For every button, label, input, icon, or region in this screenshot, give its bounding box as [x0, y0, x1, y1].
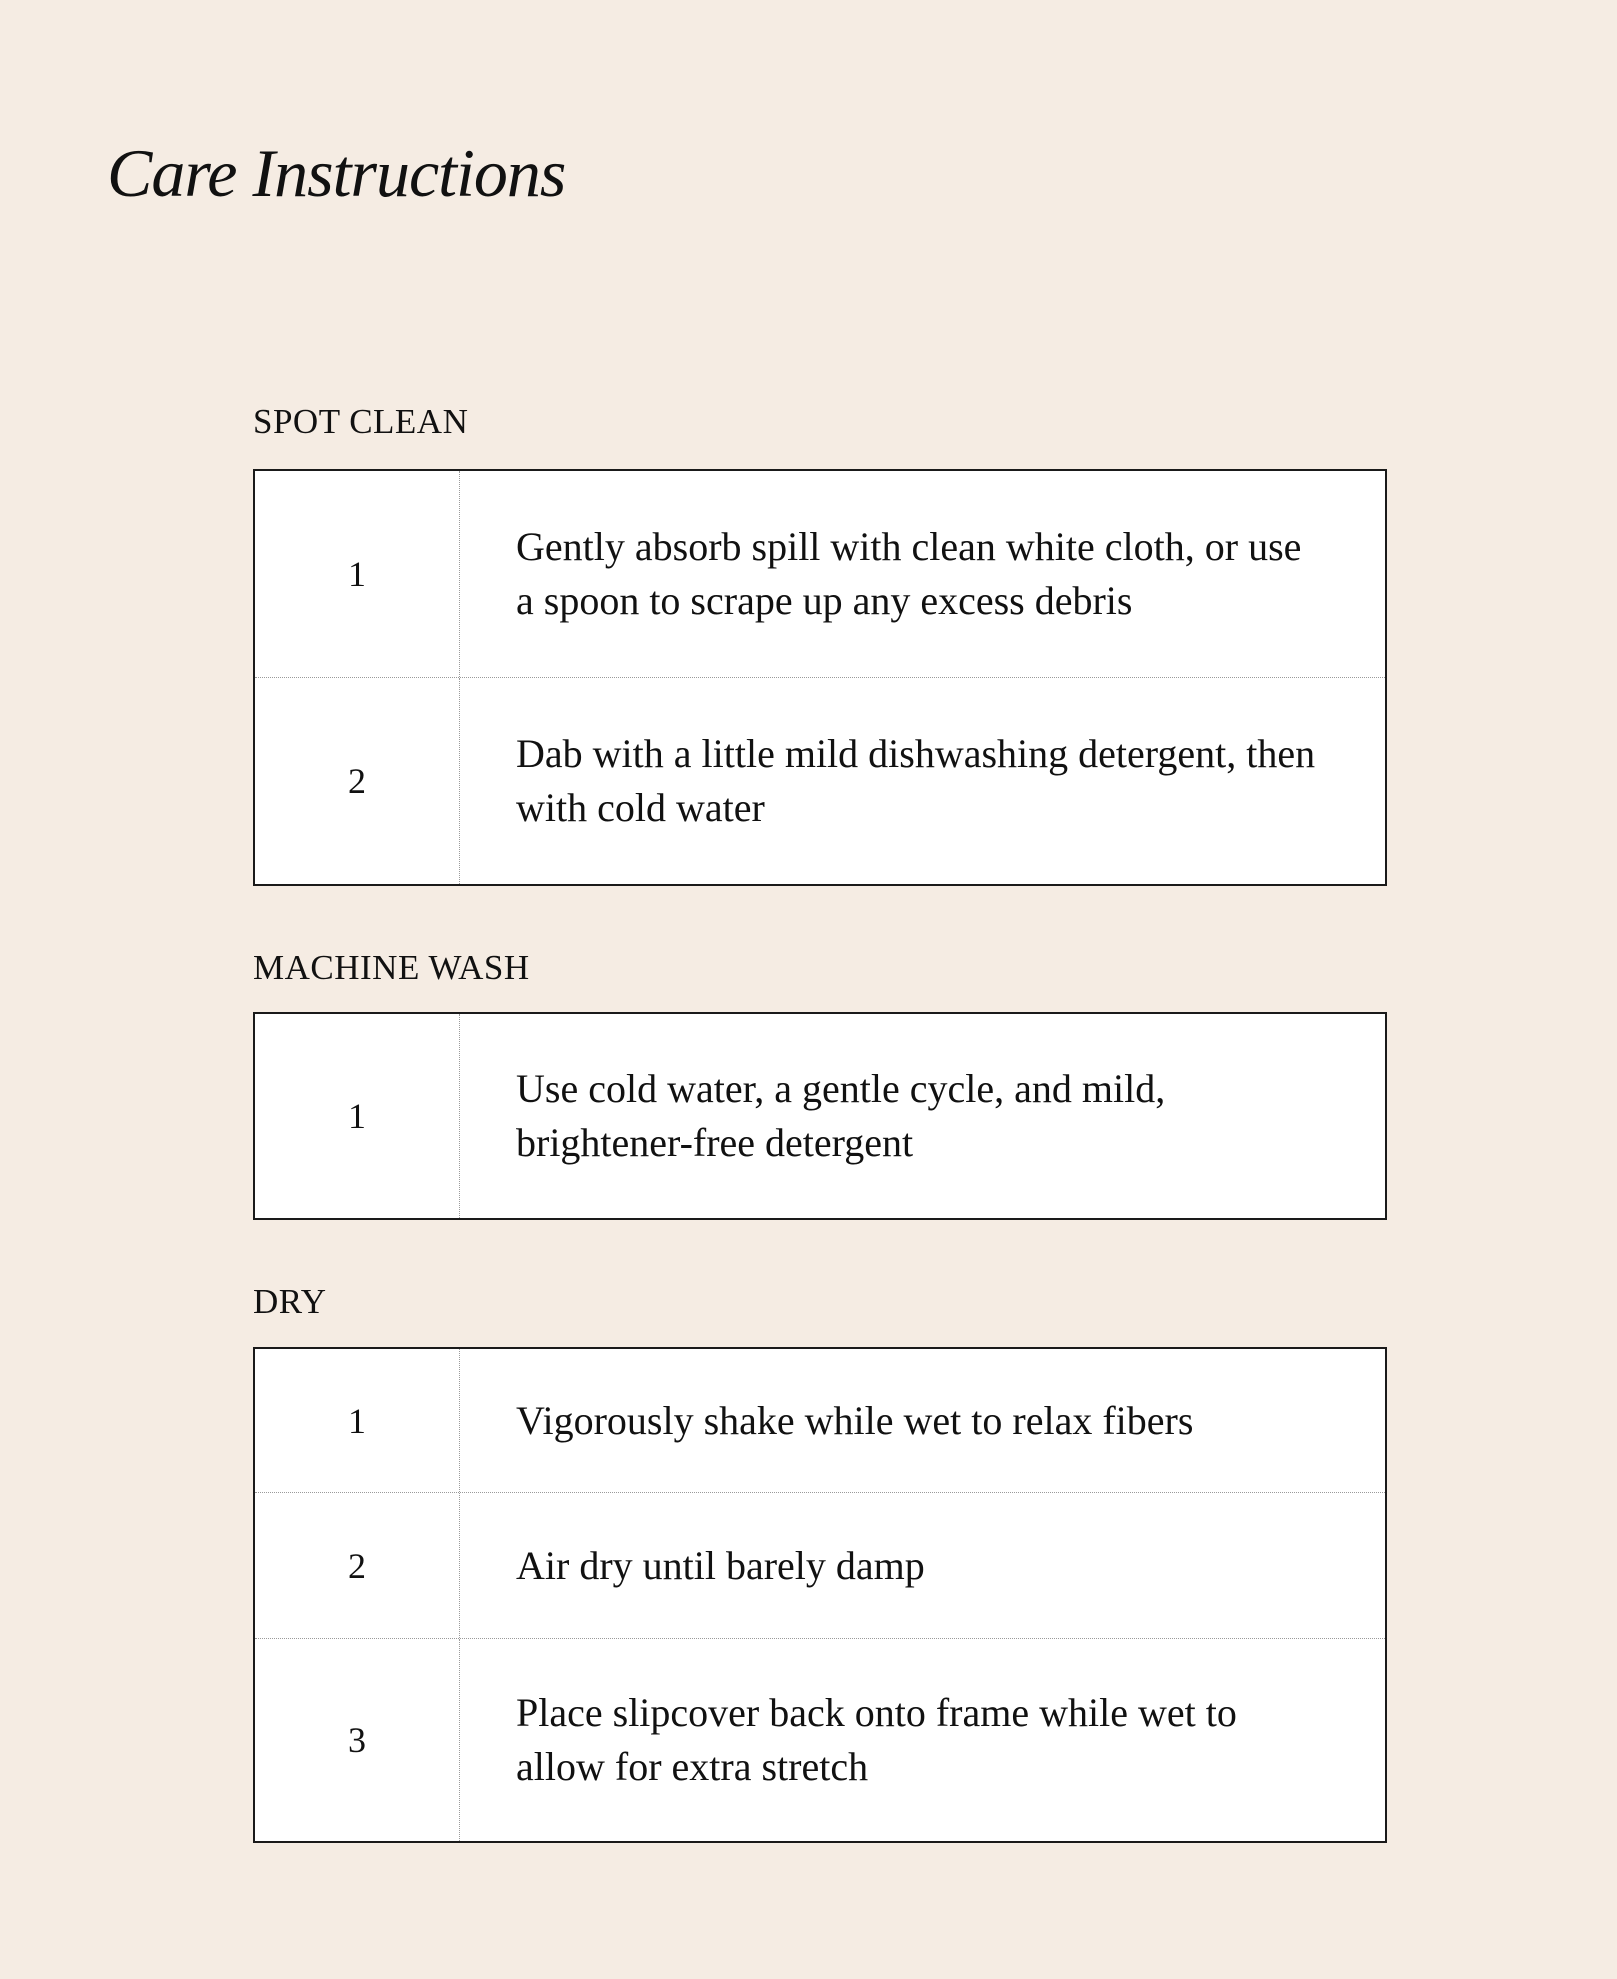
table-row [255, 1492, 1385, 1638]
step-text: Vigorously shake while wet to relax fibers [516, 1397, 1194, 1443]
table-row [255, 1014, 1385, 1218]
steps-table [253, 469, 1387, 886]
table-row [255, 1349, 1385, 1492]
section-machine-wash [253, 946, 1387, 1220]
steps-table [253, 1012, 1387, 1220]
section-spot-clean [253, 400, 1387, 886]
section-heading: MACHINE WASH [253, 948, 530, 987]
step-number: 1 [255, 471, 460, 677]
step-number: 1 [255, 1014, 460, 1218]
section-heading: DRY [253, 1282, 327, 1321]
step-number: 2 [255, 678, 460, 884]
step-number: 1 [255, 1349, 460, 1492]
step-number: 3 [255, 1639, 460, 1841]
step-text: Air dry until barely damp [516, 1542, 925, 1588]
steps-table [253, 1347, 1387, 1843]
page-title: Care Instructions [107, 135, 566, 211]
table-row [255, 677, 1385, 884]
step-text: Use cold water, a gentle cycle, and mild, brightener-free detergent [516, 1066, 1166, 1165]
step-number: 2 [255, 1493, 460, 1638]
table-row [255, 471, 1385, 677]
section-dry [253, 1280, 1387, 1843]
step-text: Dab with a little mild dishwashing detergent, then with cold water [516, 731, 1316, 830]
section-heading: SPOT CLEAN [253, 402, 469, 441]
step-text: Gently absorb spill with clean white cloth, or use a spoon to scrape up any excess debris [516, 524, 1302, 623]
table-row [255, 1638, 1385, 1841]
step-text: Place slipcover back onto frame while wet to allow for extra stretch [516, 1690, 1237, 1789]
